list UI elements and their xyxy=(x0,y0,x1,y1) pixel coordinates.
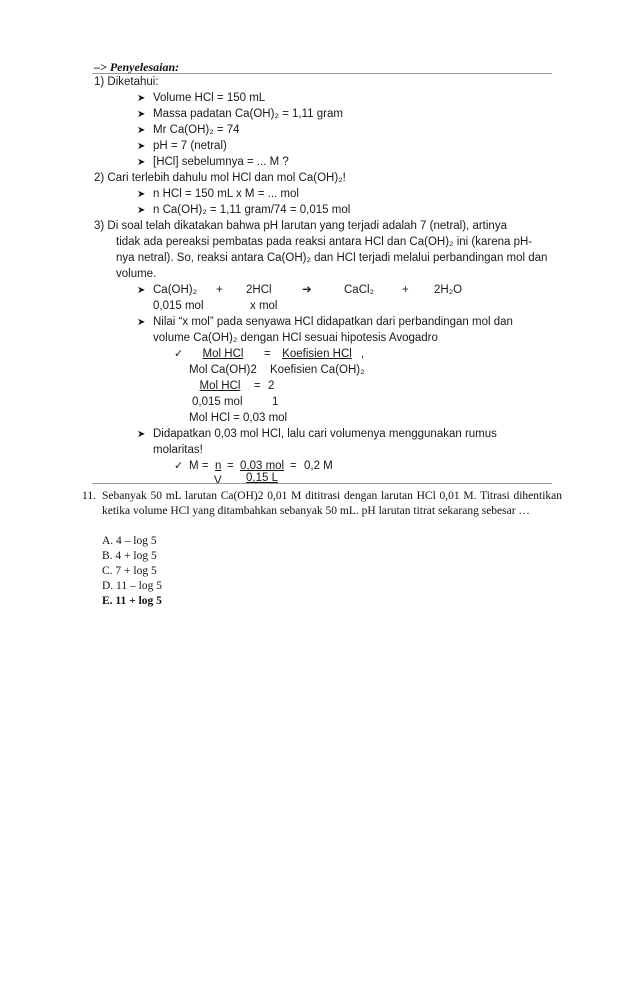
step-3-line: 3) Di soal telah dikatakan bahwa pH larutan yang terjadi adalah 7 (netral), artinya xyxy=(94,220,507,232)
option-a: A. 4 – log 5 xyxy=(102,535,157,547)
molarity-n: n xyxy=(215,460,222,472)
known-item: ➤ Massa padatan Ca(OH)₂ = 1,11 gram xyxy=(137,108,343,120)
bullet-line: ➤ Didapatkan 0,03 mol HCl, lalu cari volumenya menggunakan rumus xyxy=(137,428,497,440)
reactant-caoh2: Ca(OH)₂ xyxy=(153,284,198,296)
arrow-bullet-icon: ➤ xyxy=(137,125,146,136)
step-2-title: 2) Cari terlebih dahulu mol HCl dan mol Ca(OH)₂! xyxy=(94,172,346,184)
bottom-divider xyxy=(92,483,552,484)
step2-denominator: 0,015 mol xyxy=(192,396,243,408)
equals-sign: = xyxy=(254,380,261,392)
ratio-denominator-left: Mol Ca(OH)2 xyxy=(189,364,257,376)
equals-sign: = xyxy=(264,348,271,360)
step2-numerator: Mol HCl xyxy=(199,380,241,392)
product-cacl2: CaCl₂ xyxy=(344,284,375,296)
arrow-bullet-icon: ➤ xyxy=(137,205,146,216)
equals-sign: = xyxy=(227,460,234,472)
solution-heading: –> Penyelesaian: xyxy=(94,60,180,74)
molarity-lhs: M = xyxy=(189,460,209,472)
step-1-title: 1) Diketahui: xyxy=(94,76,159,88)
hcl-mol: x mol xyxy=(250,300,278,312)
arrow-bullet-icon: ➤ xyxy=(137,109,146,120)
molarity-answer: 0,2 M xyxy=(304,460,333,472)
step-3-line: nya netral). So, reaksi antara Ca(OH)₂ dan HCl terjadi melalui perbandingan mol dan xyxy=(116,252,548,264)
top-divider xyxy=(92,73,552,74)
plus-sign: + xyxy=(402,284,409,296)
option-e-correct: E. 11 + log 5 xyxy=(102,595,162,607)
ratio-numerator-left: Mol HCl xyxy=(202,348,244,360)
reactant-hcl: 2HCl xyxy=(246,284,272,296)
ratio-denominator-right: Koefisien Ca(OH)₂ xyxy=(270,364,365,376)
reaction-arrow: ➔ xyxy=(302,284,312,296)
option-d: D. 11 – log 5 xyxy=(102,580,162,592)
known-item: ➤ Mr Ca(OH)₂ = 74 xyxy=(137,124,240,136)
step2-value: 2 xyxy=(268,380,275,392)
equals-sign: = xyxy=(290,460,297,472)
step-2-item: ➤ n HCl = 150 mL x M = ... mol xyxy=(137,188,299,200)
ratio-numerator-right: Koefisien HCl xyxy=(282,348,352,360)
checkmark-icon: ✓ xyxy=(174,460,184,472)
solution-image xyxy=(92,72,552,487)
checkmark-icon: ✓ xyxy=(174,348,184,360)
step2-denominator-value: 1 xyxy=(272,396,279,408)
arrow-bullet-icon: ➤ xyxy=(137,429,146,440)
plus-sign: + xyxy=(216,284,223,296)
molarity-mol: 0,03 mol xyxy=(240,460,285,472)
known-item: ➤ Volume HCl = 150 mL xyxy=(137,92,266,104)
arrow-bullet-icon: ➤ xyxy=(137,93,146,104)
product-h2o: 2H₂O xyxy=(434,284,463,296)
molarity-v: V xyxy=(214,475,222,487)
reaction-bullet xyxy=(137,283,153,298)
known-item: ➤ [HCl] sebelumnya = ... M ? xyxy=(137,156,289,168)
arrow-bullet-icon: ➤ xyxy=(137,157,146,168)
option-b: B. 4 + log 5 xyxy=(102,550,157,562)
arrow-bullet-icon: ➤ xyxy=(137,141,146,152)
arrow-bullet-icon: ➤ xyxy=(137,317,146,328)
bullet-line: molaritas! xyxy=(153,444,203,456)
mol-hcl-result: Mol HCl = 0,03 mol xyxy=(189,412,288,424)
arrow-bullet-icon: ➤ xyxy=(137,189,146,200)
step-2-item: ➤ n Ca(OH)₂ = 1,11 gram/74 = 0,015 mol xyxy=(137,204,351,216)
bullet-line: volume Ca(OH)₂ dengan HCl sesuai hipotesis Avogadro xyxy=(153,332,438,344)
question-text: Sebanyak 50 mL larutan Ca(OH)2 0,01 M dititrasi dengan larutan HCl 0,01 M. Titrasi dihentikan ketika volume HCl yang ditambahkan sebanyak 50 mL. pH larutan titrat sekarang sebesar … xyxy=(102,490,562,517)
step-3-line: volume. xyxy=(116,268,157,280)
arrow-bullet-icon: ➤ xyxy=(137,285,146,296)
step-3-line: tidak ada pereaksi pembatas pada reaksi antara HCl dan Ca(OH)₂ ini (karena pH- xyxy=(116,236,533,248)
bullet-line: ➤ Nilai “x mol” pada senyawa HCl didapatkan dari perbandingan mol dan xyxy=(137,316,513,328)
volume-answer: 0,15 L xyxy=(246,472,278,484)
question-number: 11. xyxy=(82,490,96,502)
caoh2-mol: 0,015 mol xyxy=(153,300,204,312)
option-c: C. 7 + log 5 xyxy=(102,565,157,577)
known-item: ➤ pH = 7 (netral) xyxy=(137,140,227,152)
comma: , xyxy=(361,348,365,360)
